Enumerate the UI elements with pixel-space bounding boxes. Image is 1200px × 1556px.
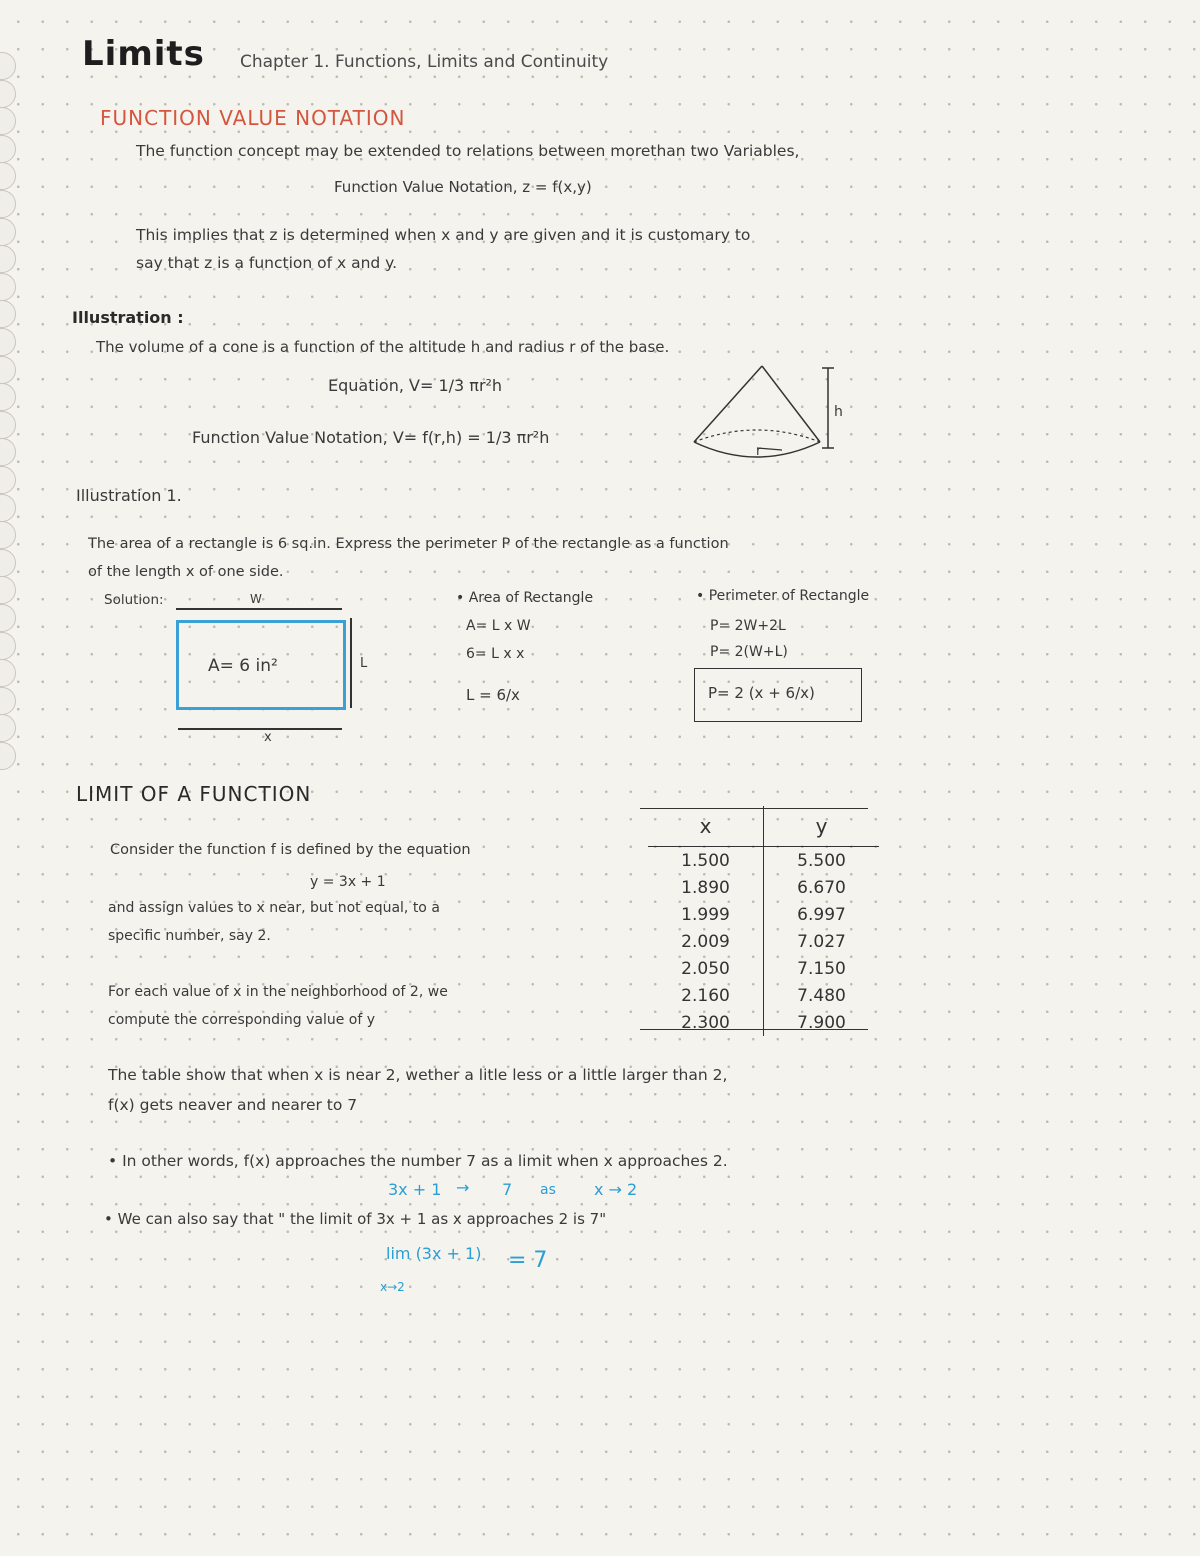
binder-hole: [0, 632, 16, 660]
rect-w-label: W: [250, 592, 262, 606]
area-step-3: L = 6/x: [466, 686, 520, 704]
page-title: Limits: [82, 34, 205, 74]
binder-hole: [0, 135, 16, 163]
blue-as: as: [540, 1182, 556, 1198]
table-row: 2.300 7.900: [648, 1009, 879, 1036]
binder-hole: [0, 466, 16, 494]
blue-x-approaches: x → 2: [594, 1180, 638, 1199]
section-heading-fvn: FUNCTION VALUE NOTATION: [100, 106, 406, 130]
binder-hole: [0, 604, 16, 632]
limit-para-1d: specific number, say 2.: [108, 928, 271, 944]
cone-base-back: [694, 430, 820, 442]
rect-l-label: L: [360, 656, 368, 671]
lim-equals-seven: = 7: [508, 1248, 548, 1273]
limit-para-2a: For each value of x in the neighborhood of 2, we: [108, 984, 448, 1000]
cone-left-edge: [694, 366, 762, 442]
binder-hole: [0, 300, 16, 328]
section-heading-limit: LIMIT OF A FUNCTION: [76, 782, 312, 806]
binder-hole: [0, 411, 16, 439]
table-row: 2.050 7.150: [648, 955, 879, 982]
perimeter-result: P= 2 (x + 6/x): [708, 684, 815, 702]
rect-x-dimension: [178, 728, 342, 730]
binder-hole: [0, 521, 16, 549]
limit-equation: y = 3x + 1: [310, 874, 386, 890]
area-step-2: 6= L x x: [466, 646, 525, 662]
blue-arrow: →: [456, 1178, 470, 1197]
binder-hole: [0, 107, 16, 135]
area-step-1: A= L x W: [466, 618, 531, 634]
binder-holes: [0, 0, 40, 1556]
binder-hole: [0, 714, 16, 742]
chapter-label: Chapter 1. Functions, Limits and Continuity: [240, 52, 609, 72]
lim-expression: lim (3x + 1): [386, 1244, 482, 1263]
binder-hole: [0, 549, 16, 577]
limit-para-1a: Consider the function f is defined by the equation: [110, 842, 471, 858]
cone-diagram: [690, 360, 850, 470]
blue-expr: 3x + 1: [388, 1180, 442, 1199]
cone-equation: Equation, V= 1/3 πr²h: [328, 376, 503, 395]
binder-hole: [0, 328, 16, 356]
perimeter-heading: • Perimeter of Rectangle: [696, 588, 870, 604]
table-row: 1.999 6.997: [648, 901, 879, 928]
cone-h-label: h: [834, 404, 843, 420]
cone-r-label: r: [756, 444, 762, 459]
fvn-notation: Function Value Notation, z = f(x,y): [334, 178, 592, 196]
table-header-x: x: [648, 806, 764, 847]
binder-hole: [0, 190, 16, 218]
fvn-line-3: say that z is a function of x and y.: [136, 254, 398, 272]
table-row: 1.500 5.500: [648, 847, 879, 875]
limit-bullet-2: • We can also say that " the limit of 3x + 1 as x approaches 2 is 7": [104, 1210, 607, 1228]
illus1-line-1: The area of a rectangle is 6 sq.in. Express the perimeter P of the rectangle as a function: [88, 536, 729, 552]
fvn-line-1: The function concept may be extended to relations between morethan two Variables,: [136, 142, 800, 160]
binder-hole: [0, 80, 16, 108]
binder-hole: [0, 52, 16, 80]
binder-hole: [0, 162, 16, 190]
binder-hole: [0, 438, 16, 466]
table-row: 2.009 7.027: [648, 928, 879, 955]
illus1-line-2: of the length x of one side.: [88, 564, 284, 580]
binder-hole: [0, 687, 16, 715]
binder-hole: [0, 494, 16, 522]
perimeter-step-2: P= 2(W+L): [710, 644, 788, 660]
limit-para-1c: and assign values to x near, but not equal, to a: [108, 900, 440, 916]
table-header-y: y: [764, 806, 880, 847]
binder-hole: [0, 742, 16, 770]
limit-para-3a: The table show that when x is near 2, wether a litle less or a little larger than 2,: [108, 1066, 728, 1084]
binder-hole: [0, 576, 16, 604]
limit-para-2b: compute the corresponding value of y: [108, 1012, 375, 1028]
binder-hole: [0, 659, 16, 687]
illustration-1-label: Illustration 1.: [76, 486, 182, 505]
table-row: 2.160 7.480: [648, 982, 879, 1009]
lim-subscript: x→2: [380, 1280, 405, 1294]
binder-hole: [0, 245, 16, 273]
perimeter-step-1: P= 2W+2L: [710, 618, 786, 634]
binder-hole: [0, 356, 16, 384]
illustration-label: Illustration :: [72, 308, 184, 327]
binder-hole: [0, 273, 16, 301]
rect-x-label: x: [264, 730, 272, 745]
area-heading: • Area of Rectangle: [456, 590, 594, 606]
limit-para-3b: f(x) gets neaver and nearer to 7: [108, 1096, 358, 1114]
rect-area-label: A= 6 in²: [208, 656, 278, 676]
binder-hole: [0, 383, 16, 411]
solution-label: Solution:: [104, 592, 164, 608]
rect-width-dimension: [176, 608, 342, 610]
cone-notation: Function Value Notation, V= f(r,h) = 1/3 πr²h: [192, 428, 550, 447]
blue-seven: 7: [502, 1180, 513, 1199]
limit-bullet-1: • In other words, f(x) approaches the number 7 as a limit when x approaches 2.: [108, 1152, 728, 1170]
fvn-line-2: This implies that z is determined when x and y are given and it is customary to: [136, 226, 751, 244]
binder-hole: [0, 218, 16, 246]
table-row: 1.890 6.670: [648, 874, 879, 901]
values-table: [648, 806, 879, 1036]
rect-length-dimension: [350, 618, 352, 708]
illustration-text: The volume of a cone is a function of the altitude h and radius r of the base.: [96, 338, 670, 356]
